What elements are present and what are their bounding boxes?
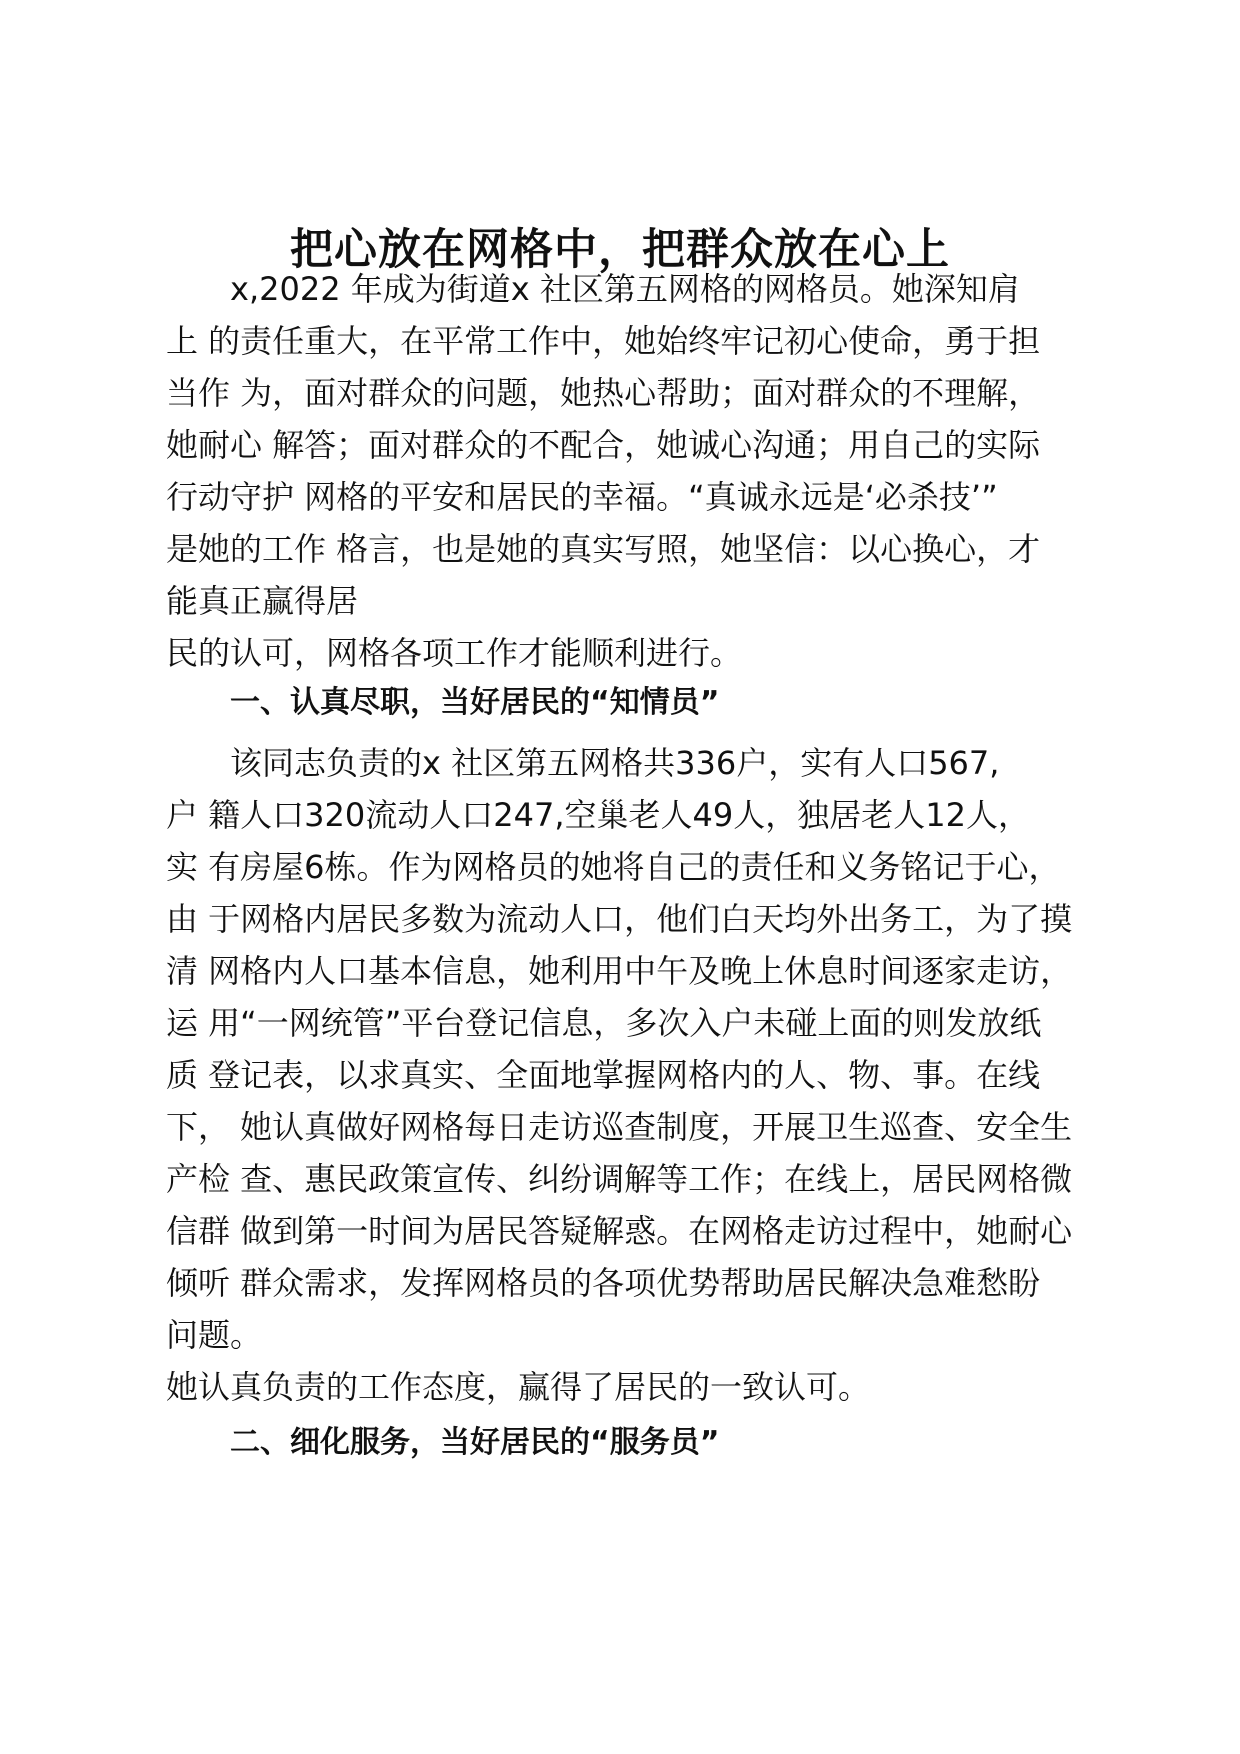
- paragraph-line: 上 的责任重大，在平常工作中，她始终牢记初心使命，勇于担: [166, 322, 1041, 360]
- paragraph-line: 实 有房屋6栋。作为网格员的她将自己的责任和义务铭记于心，: [166, 848, 1061, 886]
- paragraph-line: 户 籍人口320流动人口247,空巢老人49人，独居老人12人，: [166, 796, 1030, 834]
- document-title: 把心放在网格中，把群众放在心上: [290, 225, 950, 275]
- paragraph-line: 能真正赢得居: [166, 582, 359, 620]
- paragraph-line: 信群 做到第一时间为居民答疑解惑。在网格走访过程中，她耐心: [166, 1212, 1073, 1250]
- paragraph-line: 问题。: [166, 1316, 263, 1354]
- paragraph-line: 她认真负责的工作态度，赢得了居民的一致认可。: [166, 1368, 871, 1406]
- paragraph-line: 倾听 群众需求，发挥网格员的各项优势帮助居民解决急难愁盼: [166, 1264, 1041, 1302]
- paragraph-line: 产检 查、惠民政策宣传、纠纷调解等工作；在线上，居民网格微: [166, 1160, 1073, 1198]
- paragraph-line: 她耐心 解答；面对群众的不配合，她诚心沟通；用自己的实际: [166, 426, 1041, 464]
- paragraph-line: 当作 为，面对群众的问题，她热心帮助；面对群众的不理解，: [166, 374, 1041, 412]
- paragraph-line: 行动守护 网格的平安和居民的幸福。“真诚永远是‘必杀技’”: [166, 478, 998, 516]
- paragraph-line: 下， 她认真做好网格每日走访巡查制度，开展卫生巡查、安全生: [166, 1108, 1073, 1146]
- paragraph-line: 该同志负责的x 社区第五网格共336户，实有人口567,: [230, 744, 1000, 782]
- paragraph-line: 由 于网格内居民多数为流动人口，他们白天均外出务工，为了摸: [166, 900, 1073, 938]
- paragraph-line: 质 登记表，以求真实、全面地掌握网格内的人、物、事。在线: [166, 1056, 1041, 1094]
- paragraph-line: x,2022 年成为街道x 社区第五网格的网格员。她深知肩: [230, 270, 1020, 308]
- section-heading-2: 二、细化服务，当好居民的“服务员”: [230, 1425, 720, 1460]
- paragraph-line: 是她的工作 格言，也是她的真实写照，她坚信：以心换心，才: [166, 530, 1041, 568]
- paragraph-line: 民的认可，网格各项工作才能顺利进行。: [166, 634, 743, 672]
- paragraph-line: 运 用“一网统管”平台登记信息，多次入户未碰上面的则发放纸: [166, 1004, 1042, 1042]
- section-heading-1: 一、认真尽职，当好居民的“知情员”: [230, 685, 720, 720]
- paragraph-line: 清 网格内人口基本信息，她利用中午及晚上休息时间逐家走访，: [166, 952, 1073, 990]
